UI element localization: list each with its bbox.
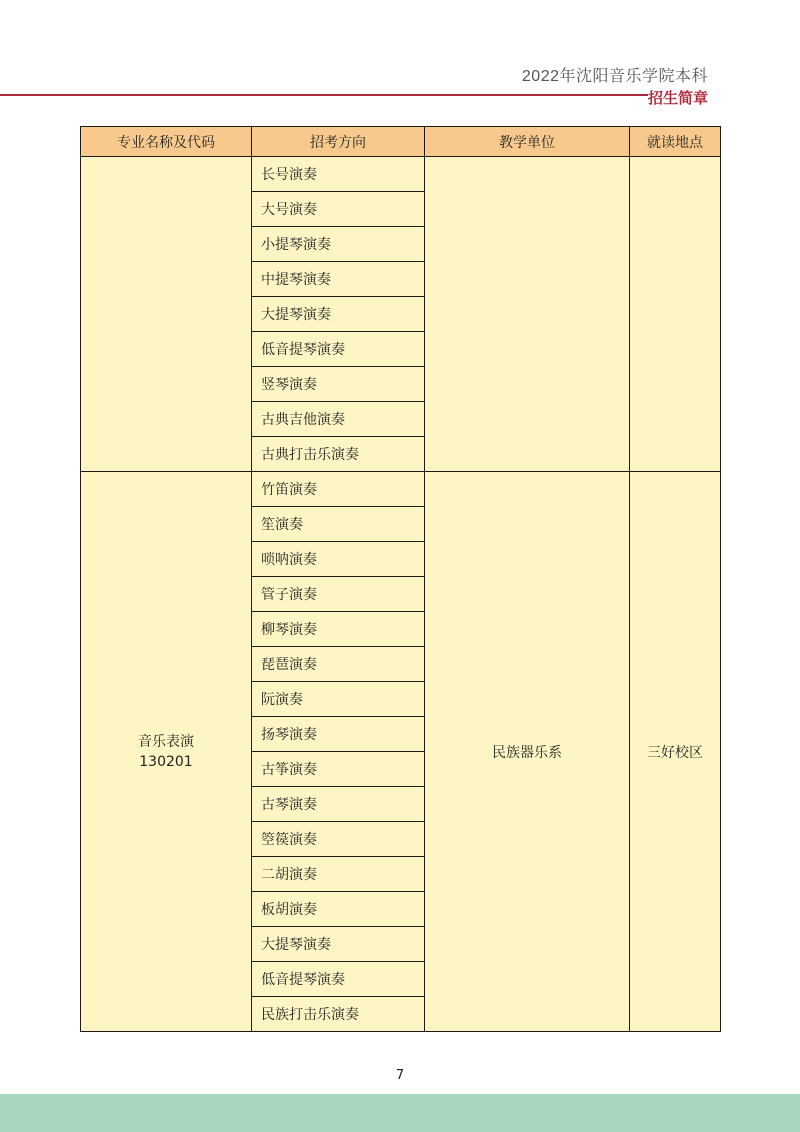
direction-cell: 竹笛演奏 [252,472,425,507]
direction-cell: 古典吉他演奏 [252,402,425,437]
column-header-location: 就读地点 [630,127,721,157]
major-name: 音乐表演 [138,733,194,750]
direction-cell: 阮演奏 [252,682,425,717]
location-cell [630,157,721,472]
column-header-unit: 教学单位 [425,127,630,157]
direction-cell: 中提琴演奏 [252,262,425,297]
direction-cell: 大号演奏 [252,192,425,227]
direction-cell: 低音提琴演奏 [252,962,425,997]
major-cell [81,157,252,472]
direction-cell: 古筝演奏 [252,752,425,787]
major-code: 130201 [139,753,193,770]
table-header-row [81,127,721,157]
footer-band [0,1094,800,1132]
direction-cell: 大提琴演奏 [252,297,425,332]
direction-cell: 小提琴演奏 [252,227,425,262]
unit-cell: 民族器乐系 [425,472,630,1032]
direction-cell: 板胡演奏 [252,892,425,927]
header-rule [0,94,648,96]
direction-cell: 大提琴演奏 [252,927,425,962]
direction-cell: 低音提琴演奏 [252,332,425,367]
direction-cell: 柳琴演奏 [252,612,425,647]
direction-cell: 民族打击乐演奏 [252,997,425,1032]
direction-cell: 琵琶演奏 [252,647,425,682]
direction-cell: 扬琴演奏 [252,717,425,752]
direction-cell: 笙演奏 [252,507,425,542]
major-cell [81,472,252,1032]
direction-cell: 箜篌演奏 [252,822,425,857]
direction-cell: 二胡演奏 [252,857,425,892]
document-subtitle: 招生简章 [647,89,708,107]
document-title: 2022年沈阳音乐学院本科 [521,68,708,85]
column-header-major: 专业名称及代码 [81,127,252,157]
table-row [81,157,721,192]
direction-cell: 古典打击乐演奏 [252,437,425,472]
direction-cell: 古琴演奏 [252,787,425,822]
direction-cell: 竖琴演奏 [252,367,425,402]
page-number: 7 [395,1068,405,1083]
unit-cell [425,157,630,472]
direction-cell: 管子演奏 [252,577,425,612]
location-cell: 三好校区 [630,472,721,1032]
enrollment-table [80,126,721,1032]
table-row [81,472,721,507]
direction-cell: 长号演奏 [252,157,425,192]
column-header-direction: 招考方向 [252,127,425,157]
direction-cell: 唢呐演奏 [252,542,425,577]
